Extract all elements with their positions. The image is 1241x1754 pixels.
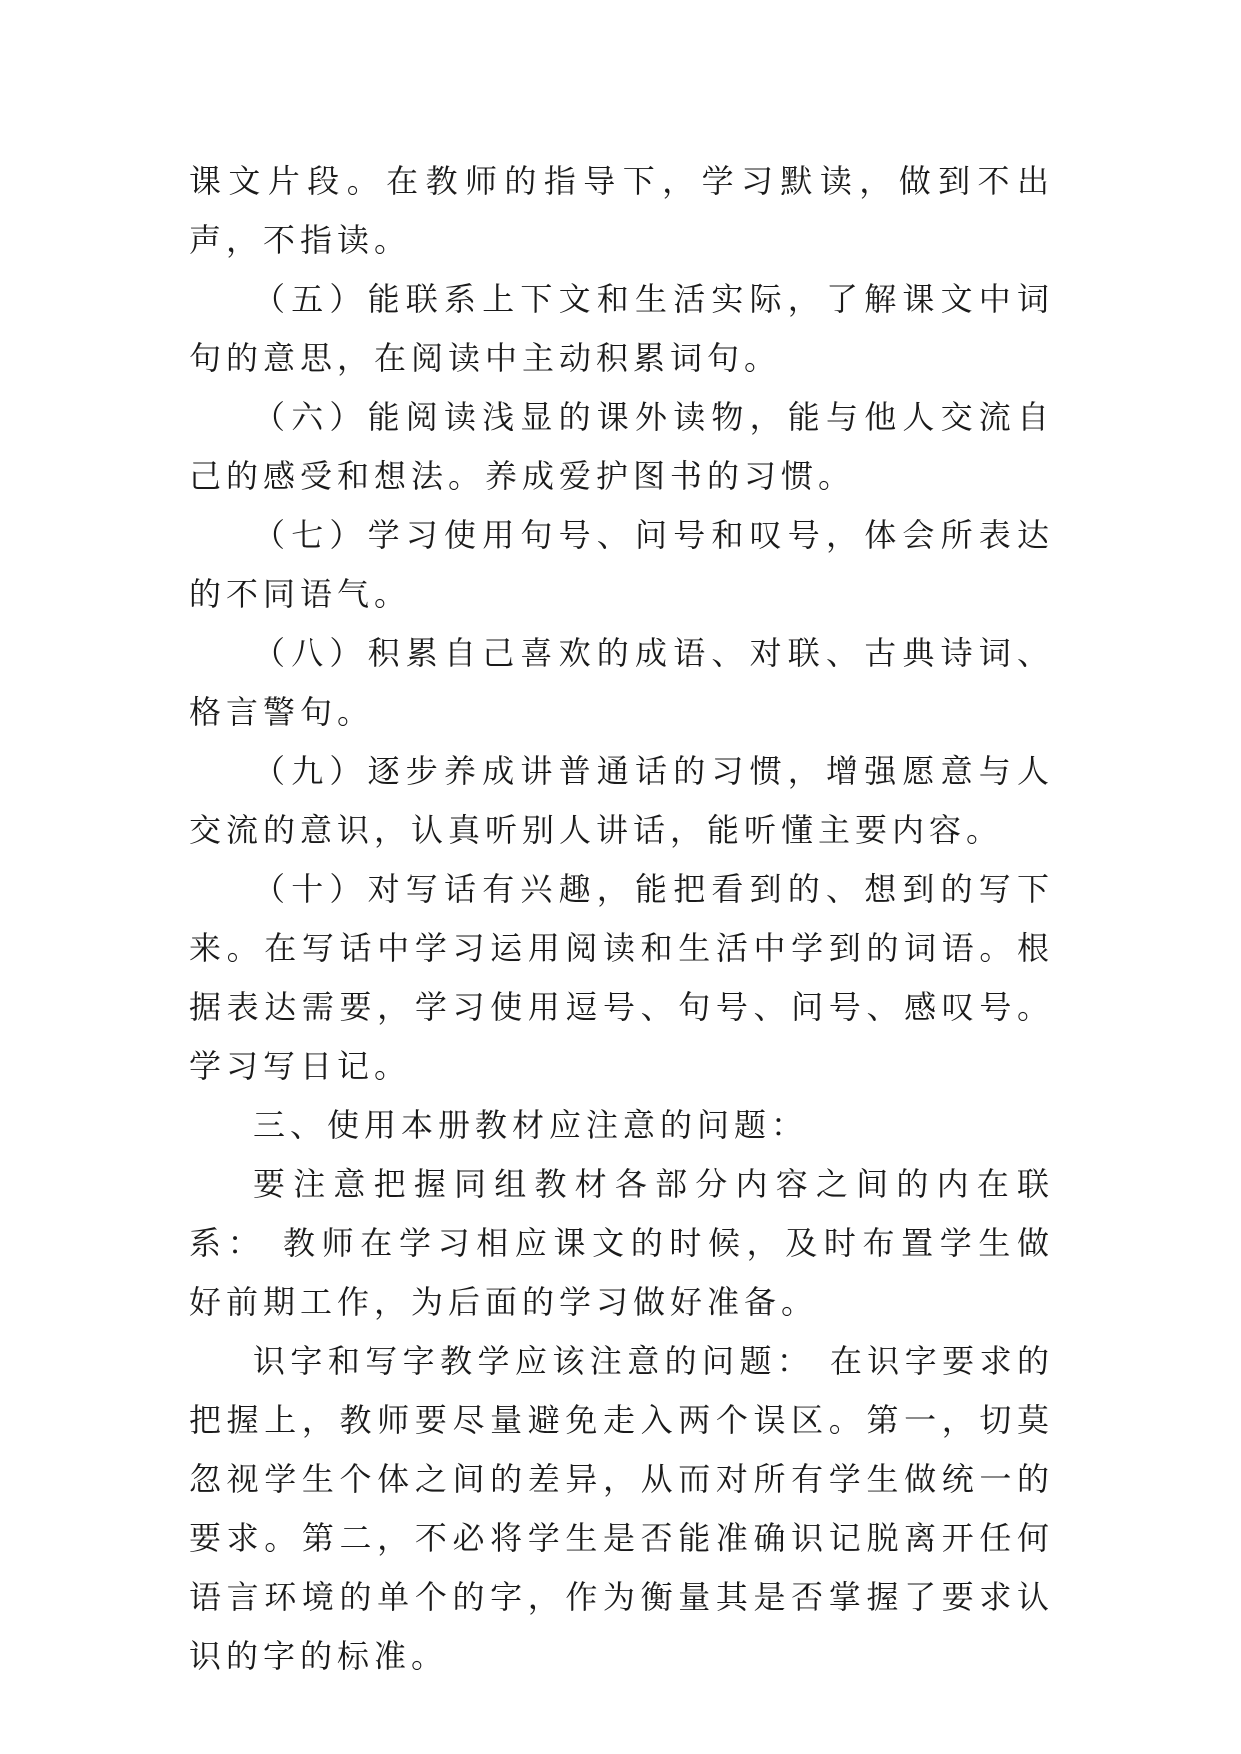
paragraph: 识字和写字教学应该注意的问题： 在识字要求的把握上，教师要尽量避免走入两个误区。第一，切莫忽视学生个体之间的差异，从而对所有学生做统一的要求。第二，不必将学生是否能准确识记脱离开任何语言环境的单个的字，作为衡量其是否掌握了要求认识的字的标准。 — [189, 1342, 1054, 1675]
paragraph: 课文片段。在教师的指导下，学习默读，做到不出声，不指读。 — [189, 162, 1054, 259]
paragraph: 要注意把握同组教材各部分内容之间的内在联系： 教师在学习相应课文的时候，及时布置学生做好前期工作，为后面的学习做好准备。 — [189, 1165, 1054, 1321]
paragraph: （六）能阅读浅显的课外读物，能与他人交流自己的感受和想法。养成爱护图书的习惯。 — [189, 398, 1054, 495]
section-heading: 三、使用本册教材应注意的问题： — [253, 1106, 809, 1144]
document-body — [189, 152, 1054, 1686]
paragraph: （五）能联系上下文和生活实际，了解课文中词句的意思，在阅读中主动积累词句。 — [189, 280, 1054, 377]
paragraph: （十）对写话有兴趣，能把看到的、想到的写下来。在写话中学习运用阅读和生活中学到的词语。根据表达需要，学习使用逗号、句号、问号、感叹号。学习写日记。 — [189, 870, 1054, 1085]
paragraph: （八）积累自己喜欢的成语、对联、古典诗词、格言警句。 — [189, 634, 1054, 731]
paragraph: （九）逐步养成讲普通话的习惯，增强愿意与人交流的意识，认真听别人讲话，能听懂主要内容。 — [189, 752, 1054, 849]
paragraph: （七）学习使用句号、问号和叹号，体会所表达的不同语气。 — [189, 516, 1054, 613]
